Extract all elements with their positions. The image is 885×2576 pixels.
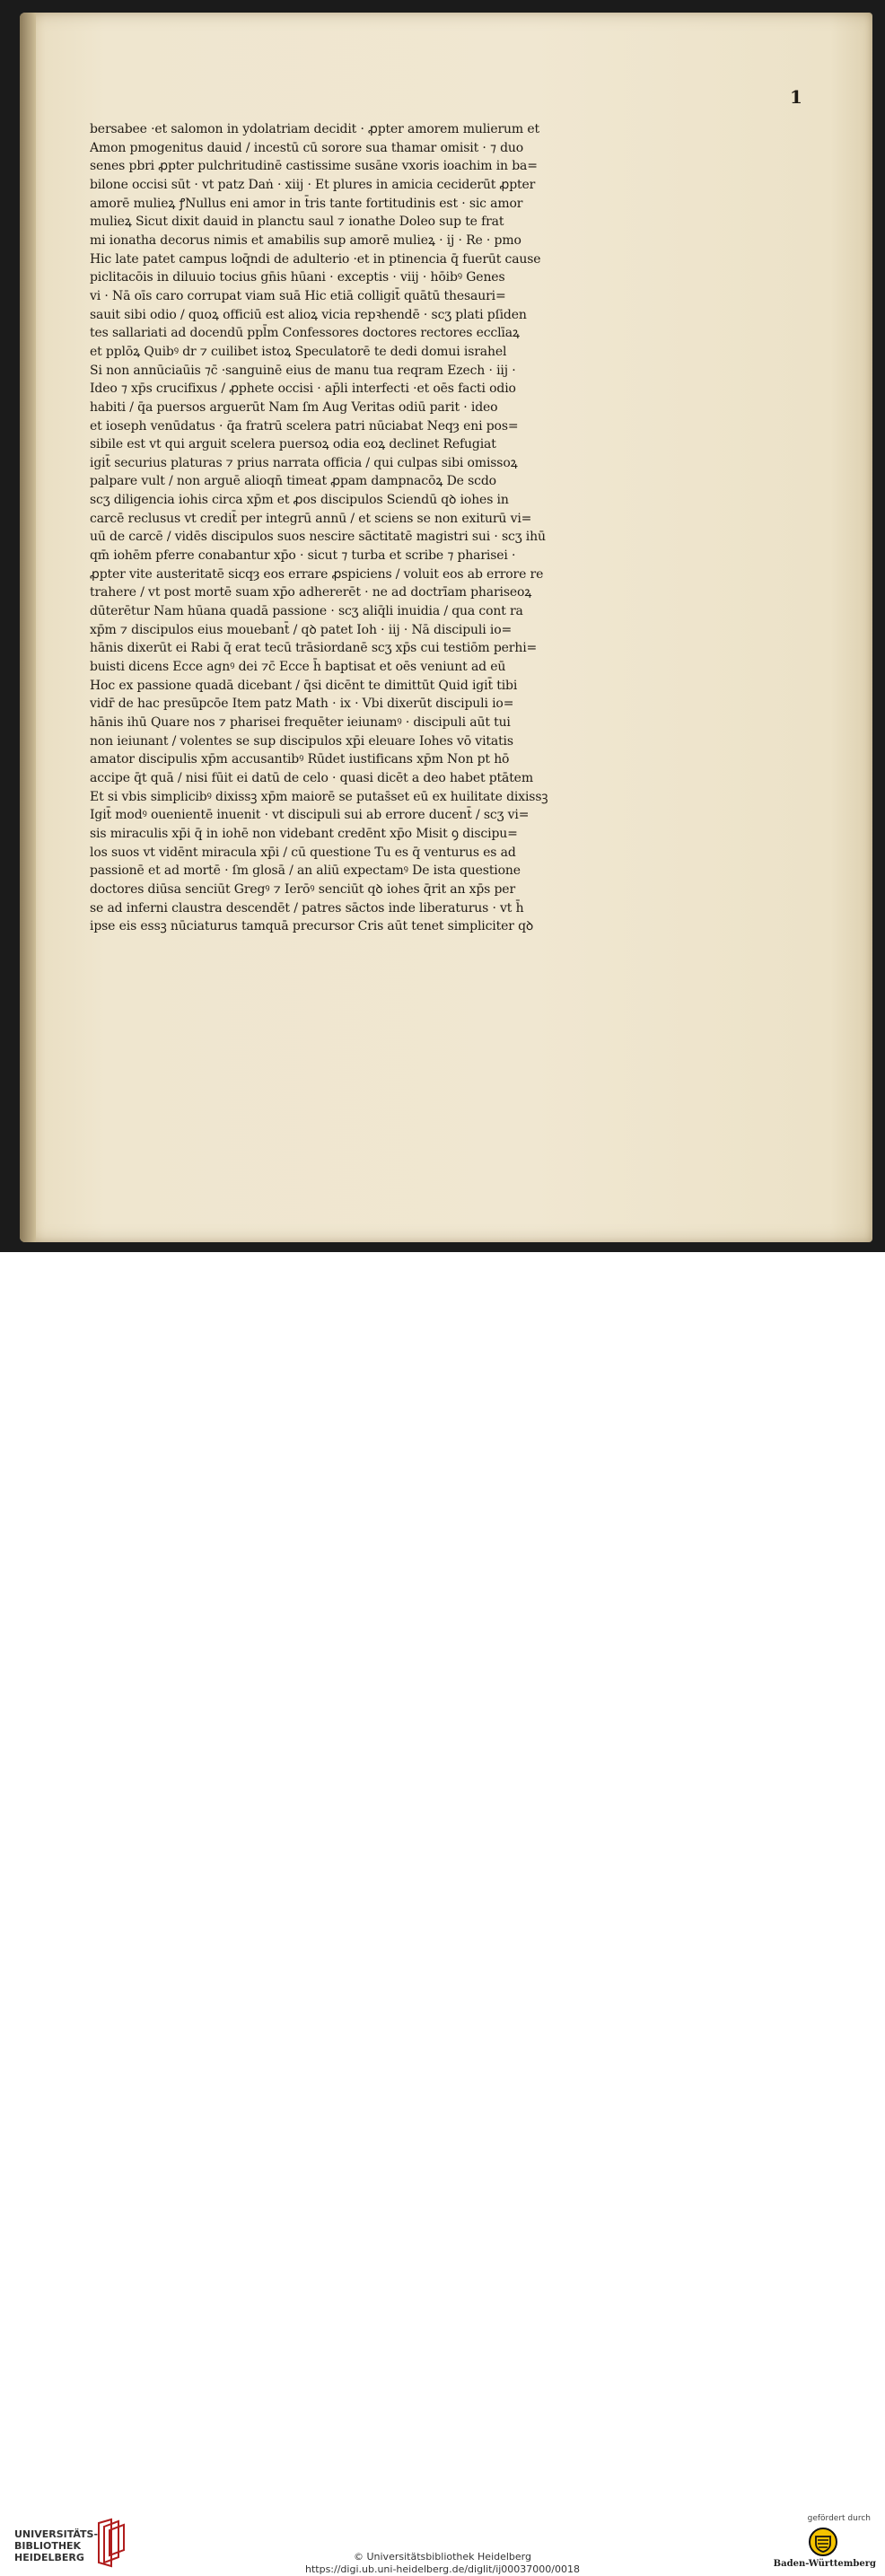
text-line: bilone occisi sūt · vt patz Daṅ · xiij · Et plures in amicia ceciderūt ꝓpter [90,177,536,192]
text-line: et pplōꝝ Quibꝰ dr ⁊ cuilibet istoꝝ Speculatorē te dedi domui israhel [90,344,507,359]
text-line: mulieꝝ Sicut dixit dauid in planctu saul ⁊ ionathe Doleo sup te frat [90,215,504,230]
text-line: trahere / vt post mortē suam xp̄o adhererēt · ne ad doctrīam phariseoꝝ [90,585,532,600]
text-line: senes pbri ꝓpter pulchritudinē castissime susāne vxoris ioachim in ba= [90,159,538,174]
text-line: ipse eis essꝫ nūciaturus tamquā precursor Cris aūt tenet simpliciter qꝺ [90,919,534,934]
text-line: dūterētur Nam hūana quadā passione · scʒ aliq̄li inuidia / qua cont ra [90,604,523,619]
text-line: amorē mulieꝝ ꝭNullus eni amor in t̄ris tante fortitudinis est · sic amor [90,196,523,211]
text-line: qm̄ iohēm pferre conabantur xp̄o · sicut ⁊ turba et scribe ⁊ pharisei · [90,548,516,564]
text-line: vi · Nā oīs caro corrupat viam suā Hic etiā colligit̄ quātū thesauri= [90,288,506,303]
library-name-line1: UNIVERSITÄTS- [14,2528,99,2540]
text-line: Amon pmogenitus dauid / incestū cū sorore sua thamar omisit · ⁊ duo [90,140,524,155]
text-line: accipe q̄t quā / nisi fūit ei datū de celo · quasi dicēt a deo habet ptātem [90,770,533,785]
text-line: non ieiunant / volentes se sup discipulos xp̄i eleuare Iohes vō vitatis [90,733,513,749]
text-line: palpare vult / non arguē alioqn̄ timeat ꝓpam dampnacōꝝ De scdo [90,474,496,489]
sponsor-logo[interactable] [772,2514,880,2573]
text-line: hānis ihū Quare nos ⁊ pharisei frequēter ieiunamꝰ · discipuli aūt tui [90,715,511,730]
text-line: vidr̄ de hac presūpcōe Item patz Math · ix · Vbi dixerūt discipuli io= [90,697,514,712]
text-line: piclitacōis in diluuio tocius gn̄is hūani · exceptis · viij · hōibꝰ Genes [90,270,505,285]
text-line: et ioseph venūdatus · q̄a fratrū scelera patri nūciabat Neqȝ eni pos= [90,418,519,434]
text-line: Hic late patet campus loq̄ndi de adulterio ·et in ptinencia q̄ fuerūt cause [90,251,541,267]
text-line: ꝓpter vite austeritatē sicqȝ eos errare ꝓspiciens / voluit eos ab errore re [90,566,544,582]
text-block [90,120,664,936]
text-line: buisti dicens Ecce agnꝰ dei ⁊c̄ Ecce h̄ baptisat et oēs veniunt ad eū [90,660,506,675]
copyright-block [0,2551,885,2576]
text-line: Hoc ex passione quadā dicebant / q̄si dicēnt te dimittūt Quid igit̄ tibi [90,678,518,693]
text-line: habiti / q̄a puersos arguerūt Nam ſm Aug Veritas odiū parit · ideo [90,399,498,415]
text-line: los suos vt vidēnt miracula xp̄i / cū questione Tu es q̄ venturus es ad [90,845,516,860]
text-line: uū de carcē / vidēs discipulos suos nescire sāctitatē magistri sui · scʒ ihū [90,530,546,545]
book-gutter [20,13,36,1242]
state-crest-icon [808,2527,838,2557]
library-name-line2: BIBLIOTHEK [14,2540,82,2552]
text-line: sauit sibi odio / quoꝝ officiū est alioꝝ vicia repꝛhendē · scʒ plati pſiden [90,307,527,322]
sponsor-label: gefördert durch [807,2514,871,2523]
folio-number: 1 [790,86,802,108]
scan-viewport [0,0,885,1252]
text-line: Et si vbis simplicibꝰ dixissꝫ xp̄m maiorē se putas̄set eū ex huilitate dixissꝫ [90,789,548,804]
text-line: sibile est vt qui arguit scelera puersoꝝ odia eoꝝ declinet Refugiat [90,437,496,452]
text-line: xp̄m ⁊ discipulos eius mouebant̄ / qꝺ patet Ioh · iij · Nā discipuli io= [90,622,513,637]
sponsor-name: Baden-Württemberg [773,2559,876,2569]
copyright-text: © Universitätsbibliothek Heidelberg [353,2551,531,2563]
footer [0,1252,885,2575]
text-line: mi ionatha decorus nimis et amabilis sup amorē mulieꝝ · ij · Re · pmo [90,232,521,248]
text-line: Ideo ⁊ xp̄s crucifixus / ꝓphete occisi · ap̄li interfecti ·et oēs facti odio [90,381,516,397]
text-line: passionē et ad mortē · ſm glosā / an aliū expectamꝰ De ista questione [90,863,521,879]
text-line: sis miraculis xp̄i q̄ in iohē non videbant credēnt xp̄o Misit ꝯ discipu= [90,826,518,841]
library-name-line3: HEIDELBERG [14,2552,84,2563]
text-line: amator discipulis xp̄m accusantibꝰ Rūdet iustificans xp̄m Non pt hō [90,752,510,767]
text-line: carcē reclusus vt credit̄ per integrū annū / et sciens se non exiturū vi= [90,511,532,526]
text-line: igit̄ securius platuras ⁊ prius narrata officia / qui culpas sibi omissoꝝ [90,455,518,470]
text-line: bersabee ·et salomon in ydolatriam decidit · ꝓpter amorem mulierum et [90,122,539,136]
text-line: scʒ diligencia iohis circa xp̄m et ꝓos discipulos Sciendū qꝺ iohes in [90,493,509,508]
text-line: Si non annūciaūis ⁊c̄ ·sanguinē eius de manu tua reqram Ezech · iij · [90,363,516,378]
text-line: Igit̄ modꝰ ouenientē inuenit · vt discipuli sui ab errore ducent̄ / scʒ vi= [90,808,530,823]
permalink-url[interactable]: https://digi.ub.uni-heidelberg.de/diglit/ij00037000/0018 [305,2563,580,2575]
text-line: doctores diūsa senciūt Gregꝰ ⁊ Ierōꝰ senciūt qꝺ iohes q̄rit an xp̄s per [90,881,515,897]
text-line: se ad inferni claustra descendēt / patres sāctos inde liberaturus · vt h̄ [90,900,524,916]
text-line: hānis dixerūt ei Rabi q̄ erat tecū trāsiordanē scʒ xp̄s cui testiōm perhi= [90,641,538,656]
text-line: tes sallariati ad docendū ppl̄m Confessores doctores rectores ecclīaꝝ [90,326,520,341]
